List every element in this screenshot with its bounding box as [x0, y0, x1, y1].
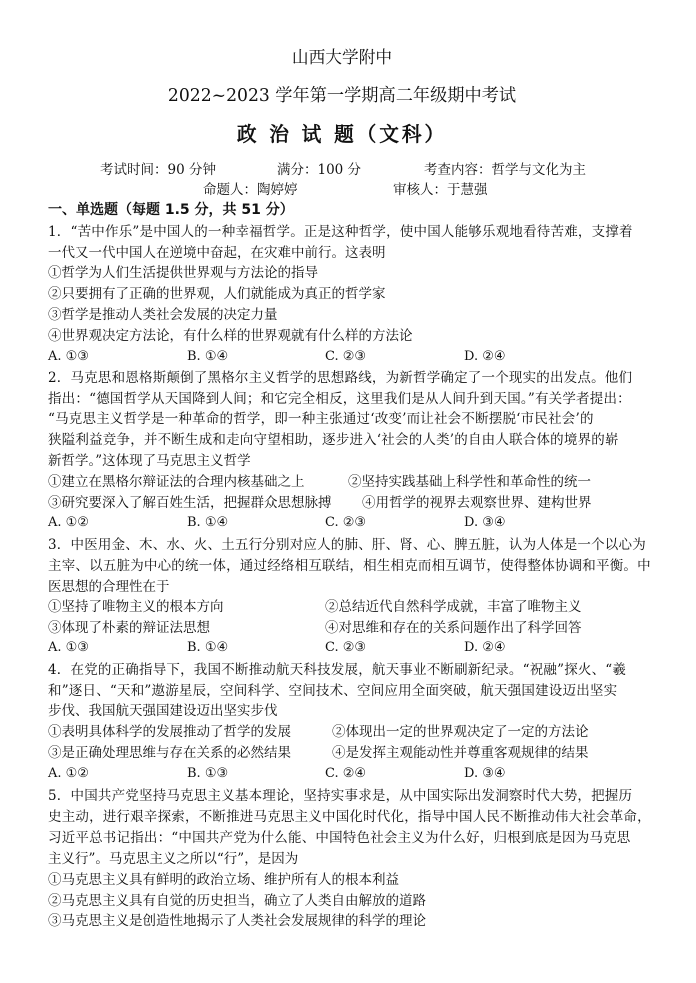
q3-option-d: D. ②④: [464, 640, 506, 655]
q2-option-b: B. ①④: [187, 515, 229, 530]
q5-stem-line: 5．中国共产党坚持马克思主义基本理论，坚持实事求是，从中国实际出发洞察时代大势，把握历: [48, 788, 633, 804]
school-name: 山西大学附中: [291, 48, 393, 68]
q3-statement: ①坚持了唯物主义的根本方向: [48, 599, 224, 615]
q1-statement: ②只要拥有了正确的世界观，人们就能成为真正的哲学家: [48, 286, 386, 302]
q3-statement: ②总结近代自然科学成就，丰富了唯物主义: [325, 599, 582, 615]
q5-statement: ③马克思主义是创造性地揭示了人类社会发展规律的科学的理论: [48, 913, 426, 929]
q2-statement: ①建立在黑格尔辩证法的合理内核基础之上: [48, 474, 305, 490]
q3-stem-line: 3．中医用金、木、水、火、土五行分别对应人的肺、肝、肾、心、脾五脏，认为人体是一个以心为: [48, 537, 646, 553]
q5-stem-line: 主义行”。马克思主义之所以“行”，是因为: [48, 851, 299, 867]
q3-option-c: C. ②③: [325, 640, 367, 655]
q2-stem-line: “马克思主义哲学是一种革命的哲学，即一种主张通过‘改变’而让社会不断摆脱‘市民社会’的: [48, 411, 594, 427]
q4-stem-line: 和”逐日、“天和”遨游星辰，空间科学、空间技术、空间应用全面突破，航天强国建设迈出坚实: [48, 683, 618, 699]
q1-statement: ④世界观决定方法论，有什么样的世界观就有什么样的方法论: [48, 328, 413, 344]
q2-option-c: C. ②③: [325, 515, 367, 530]
q2-statement: ②坚持实践基础上科学性和革命性的统一: [348, 474, 591, 490]
q3-stem-line: 主宰、以五脏为中心的统一体，通过经络相互联结，相生相克而相互调节，使得整体协调和平衡。中: [48, 558, 651, 574]
question-author: 命题人：陶婷婷: [203, 182, 298, 198]
q3-statement: ④对思维和存在的关系问题作出了科学回答: [325, 620, 582, 636]
q2-stem-line: 指出：“德国哲学从天国降到人间；和它完全相反，这里我们是从人间升到天国。”有关学者提出：: [48, 391, 631, 407]
q3-stem-line: 医思想的合理性在于: [48, 579, 170, 595]
q4-statement: ①表明具体科学的发展推动了哲学的发展: [48, 724, 291, 740]
q1-stem-line: 1．“苦中作乐”是中国人的一种幸福哲学。正是这种哲学，使中国人能够乐观地看待苦难，支撑着: [48, 224, 633, 240]
subject-title: 政 治 试 题（文科）: [236, 122, 448, 146]
q5-statement: ②马克思主义具有自觉的历史担当，确立了人类自由解放的道路: [48, 893, 426, 909]
q3-statement: ③体现了朴素的辩证法思想: [48, 620, 210, 636]
q5-stem-line: 习近平总书记指出：“中国共产党为什么能、中国特色社会主义为什么好，归根到底是因为马克思: [48, 830, 631, 846]
q4-option-d: D. ③④: [464, 766, 506, 781]
q4-stem-line: 4．在党的正确指导下，我国不断推动航天科技发展，航天事业不断刷新纪录。“祝融”探火、“羲: [48, 662, 627, 678]
exam-title: 2022~2023 学年第一学期高二年级期中考试: [167, 86, 517, 106]
exam-time: 考试时间：90 分钟: [100, 162, 216, 178]
q5-statement: ①马克思主义具有鲜明的政治立场、维护所有人的根本利益: [48, 872, 399, 888]
q3-option-a: A. ①③: [48, 640, 89, 655]
q4-statement: ②体现出一定的世界观决定了一定的方法论: [332, 724, 589, 740]
q2-stem-line: 新哲学。”这体现了马克思主义哲学: [48, 453, 251, 469]
q1-stem-line: 一代又一代中国人在逆境中奋起，在灾难中前行。这表明: [48, 245, 386, 261]
q4-statement: ④是发挥主观能动性并尊重客观规律的结果: [332, 745, 589, 761]
q2-stem-line: 狭隘利益竞争，并不断生成和走向守望相助，逐步进入‘社会的人类’的自由人联合体的境界的崭: [48, 432, 619, 448]
q5-stem-line: 史主动，进行艰辛探索，不断推进马克思主义中国化时代化，指导中国人民不断推动伟大社会革命，: [48, 809, 651, 825]
q2-stem-line: 2．马克思和恩格斯颠倒了黑格尔主义哲学的思想路线，为新哲学确定了一个现实的出发点。他们: [48, 370, 633, 386]
q3-option-b: B. ①④: [187, 640, 229, 655]
q4-option-a: A. ①②: [48, 766, 89, 781]
q4-stem-line: 步伐、我国航天强国建设迈出坚实步伐: [48, 703, 278, 719]
full-score: 满分：100 分: [277, 162, 362, 178]
section-title: 一、单选题（每题 1.5 分，共 51 分）: [48, 202, 294, 218]
q2-option-a: A. ①②: [48, 515, 89, 530]
q4-option-c: C. ②④: [325, 766, 367, 781]
q1-option-d: D. ②④: [464, 349, 506, 364]
q1-option-b: B. ①④: [187, 349, 229, 364]
q2-statement: ③研究要深入了解百姓生活，把握群众思想脉搏: [48, 495, 332, 511]
exam-content: 考查内容：哲学与文化为主: [424, 162, 586, 178]
q4-option-b: B. ①③: [187, 766, 229, 781]
q1-option-c: C. ②③: [325, 349, 367, 364]
q4-statement: ③是正确处理思维与存在关系的必然结果: [48, 745, 291, 761]
q1-statement: ③哲学是推动人类社会发展的决定力量: [48, 307, 278, 323]
q1-statement: ①哲学为人们生活提供世界观与方法论的指导: [48, 265, 318, 281]
reviewer: 审核人：于慧强: [393, 182, 488, 198]
q2-option-d: D. ③④: [464, 515, 506, 530]
q1-option-a: A. ①③: [48, 349, 89, 364]
q2-statement: ④用哲学的视界去观察世界、建构世界: [362, 495, 592, 511]
